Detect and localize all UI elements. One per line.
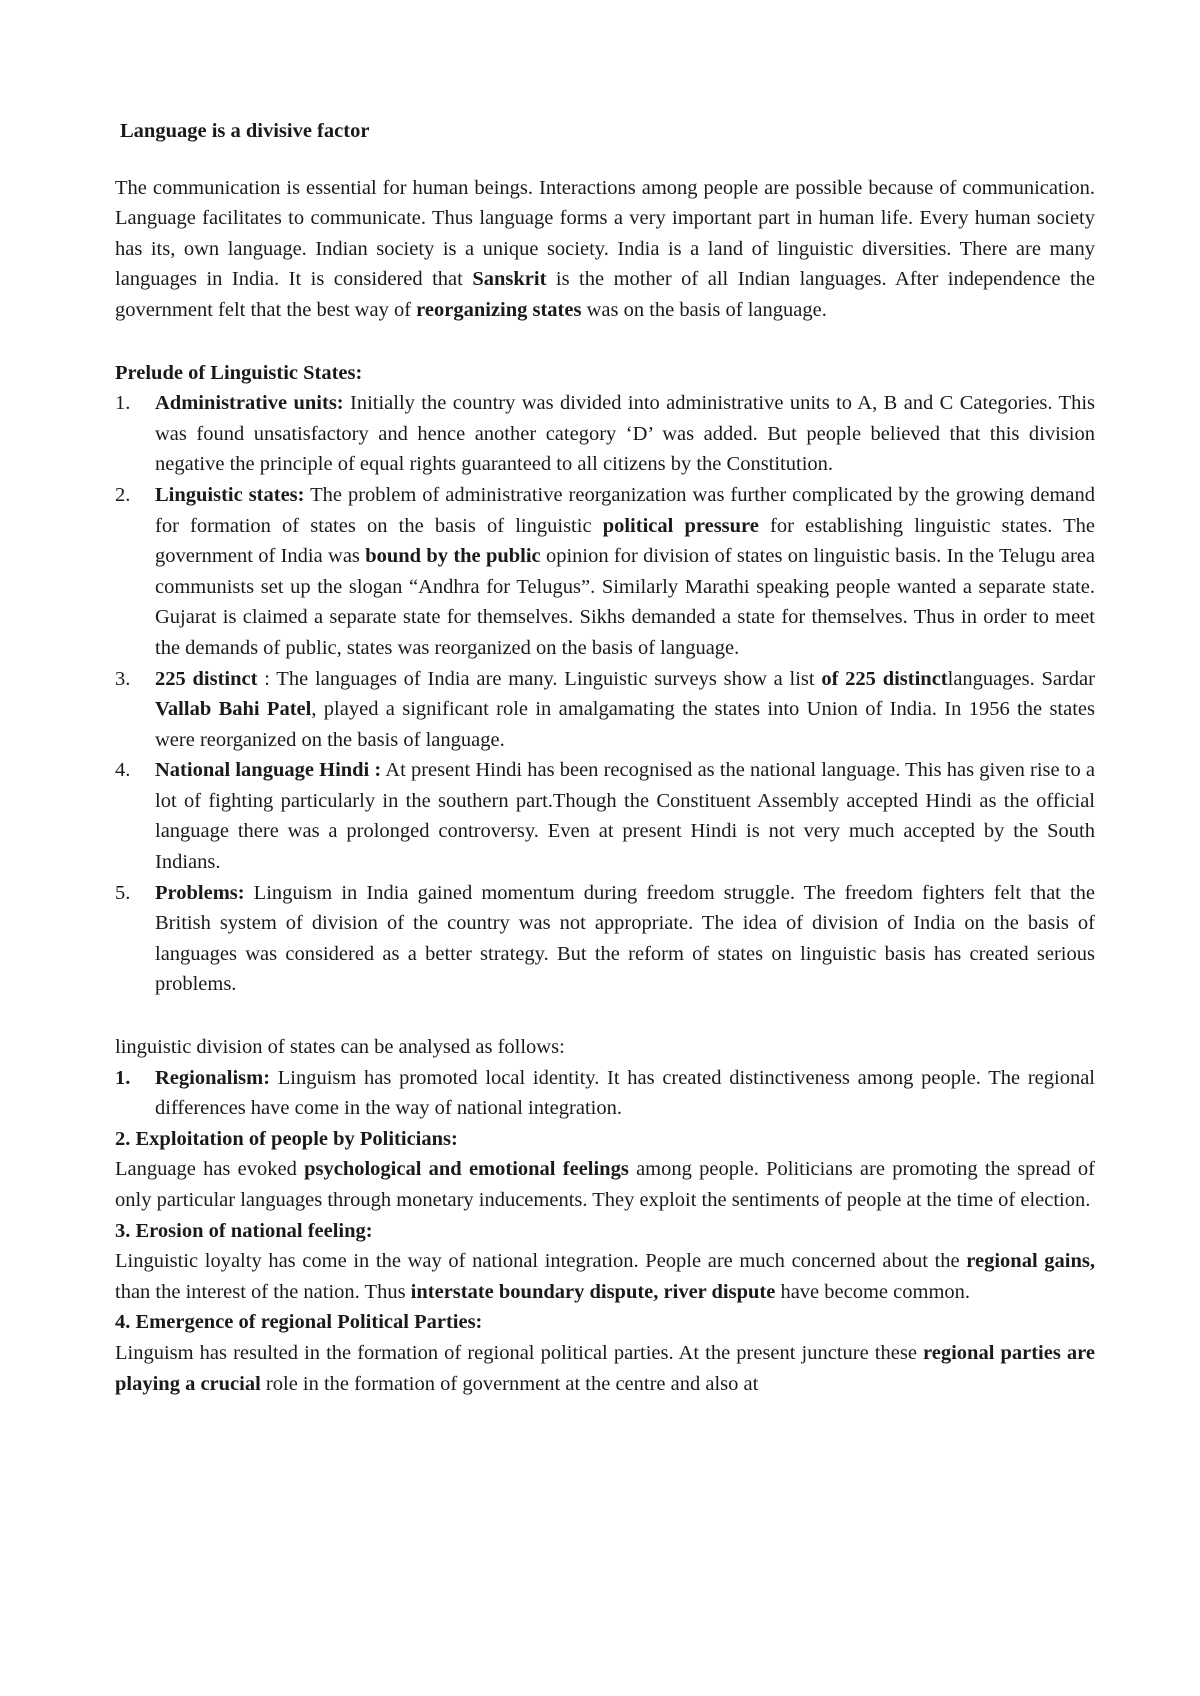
section-paragraph-exploitation: Language has evoked psychological and emotional feelings among people. Politicians are promoting the spread of only particular languages through monetary inducements. They exploit the sentiments of people at the time of election. xyxy=(115,1158,1095,1211)
list-item-administrative-units: 1. Administrative units: Initially the country was divided into administrative units to A, B and C Categories. This was found unsatisfactory and hence another category ‘D’ was added. But people believed that this division negative the principle of equal rights guaranteed to all citizens by the Constitution. xyxy=(115,392,1095,476)
list-item-problems: 5. Problems: Linguism in India gained momentum during freedom struggle. The freedom fighters felt that the British system of division of the country was not appropriate. The idea of division of India on the basis of languages was considered as a better strategy. But the reform of states on linguistic basis has created serious problems. xyxy=(115,881,1095,996)
document-page xyxy=(115,100,1095,1399)
section-heading-erosion: 3. Erosion of national feeling: xyxy=(115,1219,373,1242)
intro-paragraph: The communication is essential for human beings. Interactions among people are possible because of communication. Language facilitates to communicate. Thus language forms a very important part in human life. Every human society has its, own language. Indian society is a unique society. India is a land of linguistic diversities. There are many languages in India. It is considered that Sanskrit is the mother of all Indian languages. After independence the government felt that the best way of reorganizing states was on the basis of language. xyxy=(115,176,1095,321)
prelude-heading: Prelude of Linguistic States: xyxy=(115,361,363,384)
section-heading-regional-parties: 4. Emergence of regional Political Parties: xyxy=(115,1311,483,1334)
list-item-regionalism: 1. Regionalism: Linguism has promoted local identity. It has created distinctiveness among people. The regional differences have come in the way of national integration. xyxy=(115,1066,1095,1120)
list-item-225-distinct: 3. 225 distinct : The languages of India are many. Linguistic surveys show a list of 225 distinctlanguages. Sardar Vallab Bahi Patel, played a significant role in amalgamating the states into Union of India. In 1956 the states were reorganized on the basis of language. xyxy=(115,667,1095,751)
section-heading-exploitation: 2. Exploitation of people by Politicians: xyxy=(115,1127,458,1150)
prelude-list xyxy=(115,388,1095,1000)
list-item-linguistic-states: 2. Linguistic states: The problem of administrative reorganization was further complicated by the growing demand for formation of states on the basis of linguistic political pressure for establishing linguistic states. The government of India was bound by the public opinion for division of states on linguistic basis. In the Telugu area communists set up the slogan “Andhra for Telugus”. Similarly Marathi speaking people wanted a separate state. Gujarat is claimed a separate state for themselves. Sikhs demanded a state for themselves. Thus in order to meet the demands of public, states was reorganized on the basis of language. xyxy=(115,483,1096,659)
section-paragraph-regional-parties: Linguism has resulted in the formation of regional political parties. At the present juncture these regional parties are playing a crucial role in the formation of government at the centre and also at xyxy=(115,1341,1095,1395)
document-title: Language is a divisive factor xyxy=(120,120,370,142)
analysis-intro: linguistic division of states can be analysed as follows: xyxy=(115,1036,565,1059)
list-item-national-language-hindi: 4. National language Hindi : At present Hindi has been recognised as the national language. This has given rise to a lot of fighting particularly in the southern part.Though the Constituent Assembly accepted Hindi as the official language there was a prolonged controversy. Even at present Hindi is not very much accepted by the South Indians. xyxy=(115,759,1095,874)
section-paragraph-erosion: Linguistic loyalty has come in the way of national integration. People are much concerned about the regional gains, than the interest of the nation. Thus interstate boundary dispute, river dispute have become common. xyxy=(115,1250,1095,1303)
